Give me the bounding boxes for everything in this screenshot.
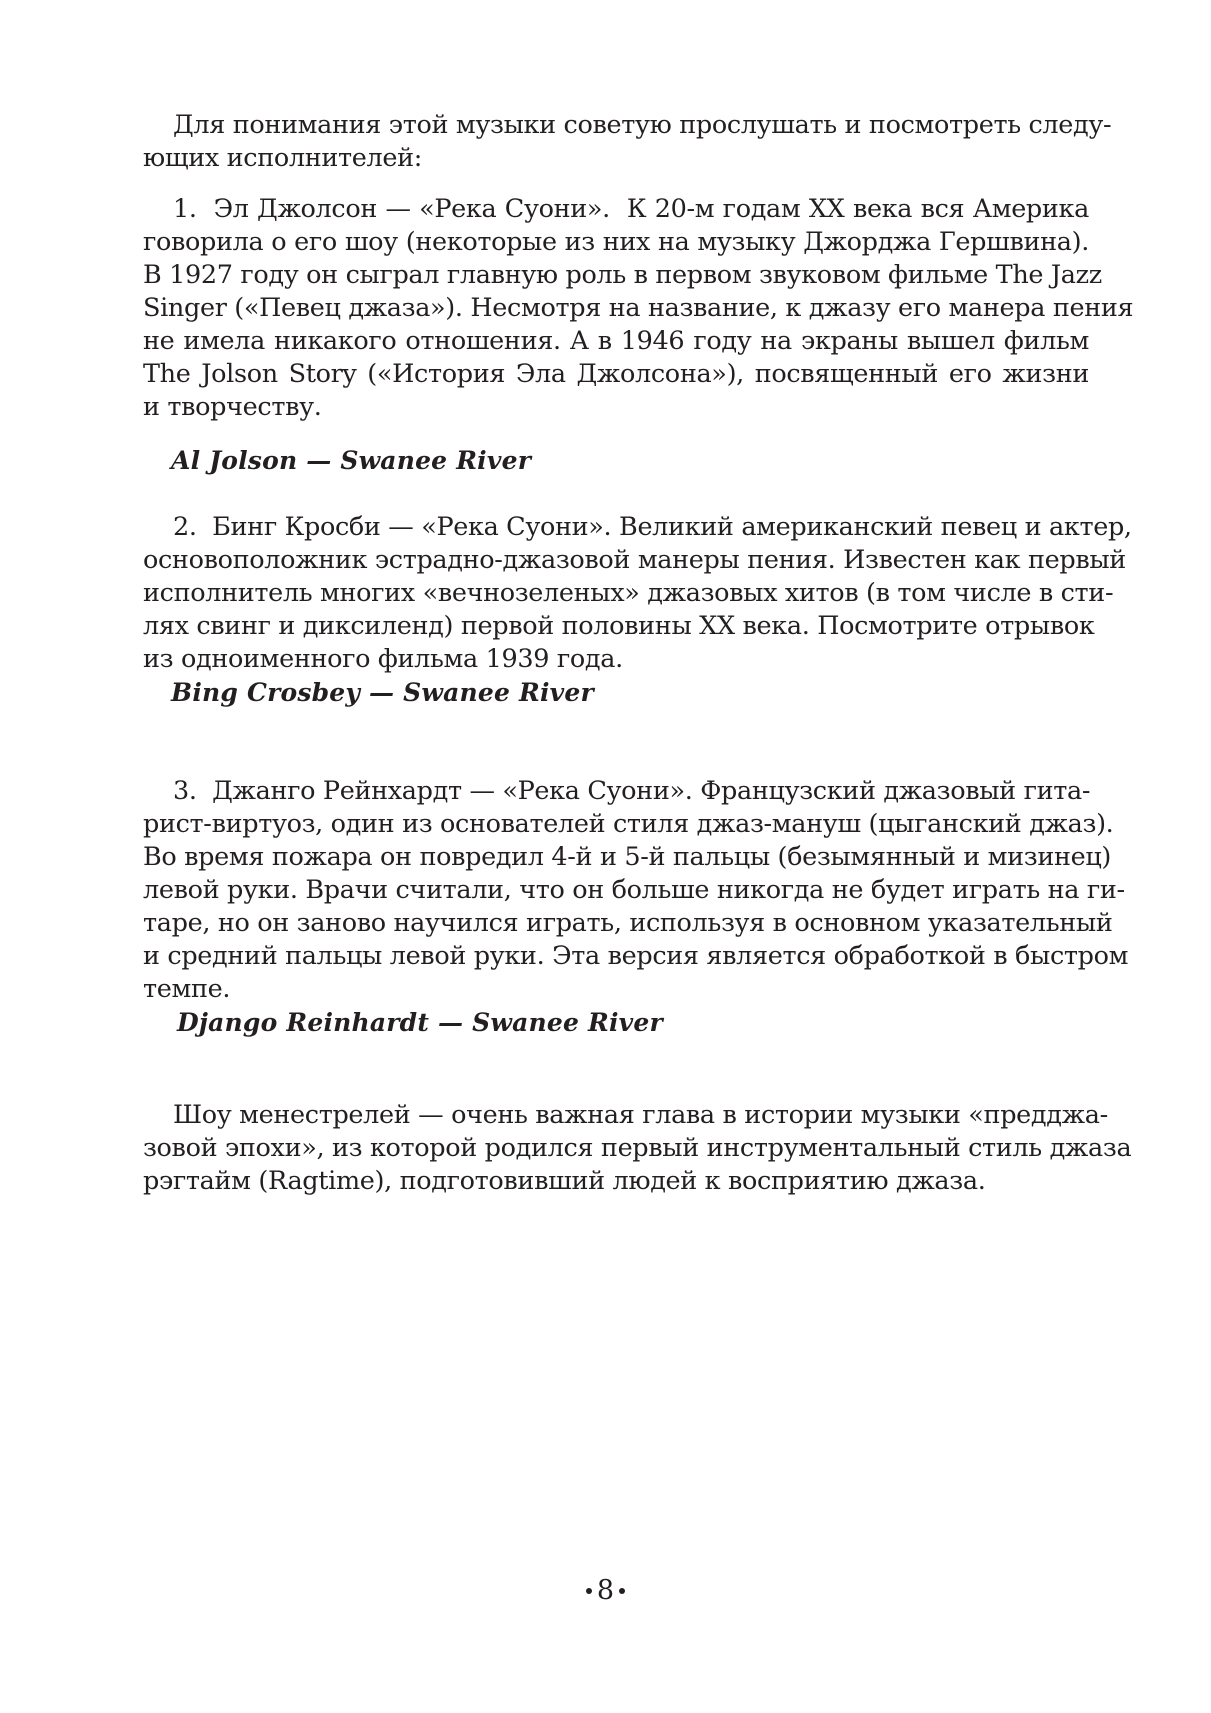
text-line: лях свинг и диксиленд) первой половины XX века. Посмотрите отрывок xyxy=(143,611,1095,641)
text-line: Singer («Певец джаза»). Несмотря на название, к джазу его манера пения xyxy=(143,293,1134,323)
text-line: рист-виртуоз, один из основателей стиля джаз-мануш (цыганский джаз). xyxy=(143,809,1114,839)
recording-title: Django Reinhardt — Swanee River xyxy=(177,1008,663,1037)
text-line: 2. Бинг Кросби — «Река Суони». Великий американский певец и актер, xyxy=(173,512,1132,542)
text-line: 1. Эл Джолсон — «Река Суони». К 20-м годам XX века вся Америка xyxy=(173,194,1089,224)
text-line: зовой эпохи», из которой родился первый инструментальный стиль джаза xyxy=(143,1133,1132,1163)
text-line: Во время пожара он повредил 4-й и 5-й пальцы (безымянный и мизинец) xyxy=(143,842,1112,872)
text-line: левой руки. Врачи считали, что он больше никогда не будет играть на ги- xyxy=(143,875,1125,905)
page-number-value: 8 xyxy=(596,1575,615,1606)
text-line: основоположник эстрадно-джазовой манеры пения. Известен как первый xyxy=(143,545,1126,575)
bullet-dot-icon xyxy=(619,1588,625,1594)
text-line: рэгтайм (Ragtime), подготовивший людей к восприятию джаза. xyxy=(143,1166,986,1196)
bullet-dot-icon xyxy=(586,1588,592,1594)
text-line: и средний пальцы левой руки. Эта версия является обработкой в быстром xyxy=(143,941,1129,971)
text-line: исполнитель многих «вечнозеленых» джазовых хитов (в том числе в сти- xyxy=(143,578,1114,608)
text-line: ющих исполнителей: xyxy=(143,143,422,173)
text-line: и творчеству. xyxy=(143,392,322,422)
text-line: таре, но он заново научился играть, используя в основном указательный xyxy=(143,908,1113,938)
text-line: Для понимания этой музыки советую прослушать и посмотреть следу- xyxy=(173,110,1112,140)
text-line: из одноименного фильма 1939 года. xyxy=(143,644,623,674)
page-number xyxy=(0,1574,1211,1608)
recording-title: Al Jolson — Swanee River xyxy=(171,446,532,475)
text-line: 3. Джанго Рейнхардт — «Река Суони». Французский джазовый гита- xyxy=(173,776,1091,806)
text-line: В 1927 году он сыграл главную роль в первом звуковом фильме The Jazz xyxy=(143,260,1102,290)
recording-title: Bing Crosbey — Swanee River xyxy=(171,678,594,707)
text-line: Шоу менестрелей — очень важная глава в истории музыки «предджа- xyxy=(173,1100,1108,1130)
text-line: не имела никакого отношения. А в 1946 году на экраны вышел фильм xyxy=(143,326,1089,356)
text-line: говорила о его шоу (некоторые из них на музыку Джорджа Гершвина). xyxy=(143,227,1089,257)
text-line: The Jolson Story («История Эла Джолсона»), посвященный его жизни xyxy=(143,359,1089,389)
text-line: темпе. xyxy=(143,974,231,1004)
